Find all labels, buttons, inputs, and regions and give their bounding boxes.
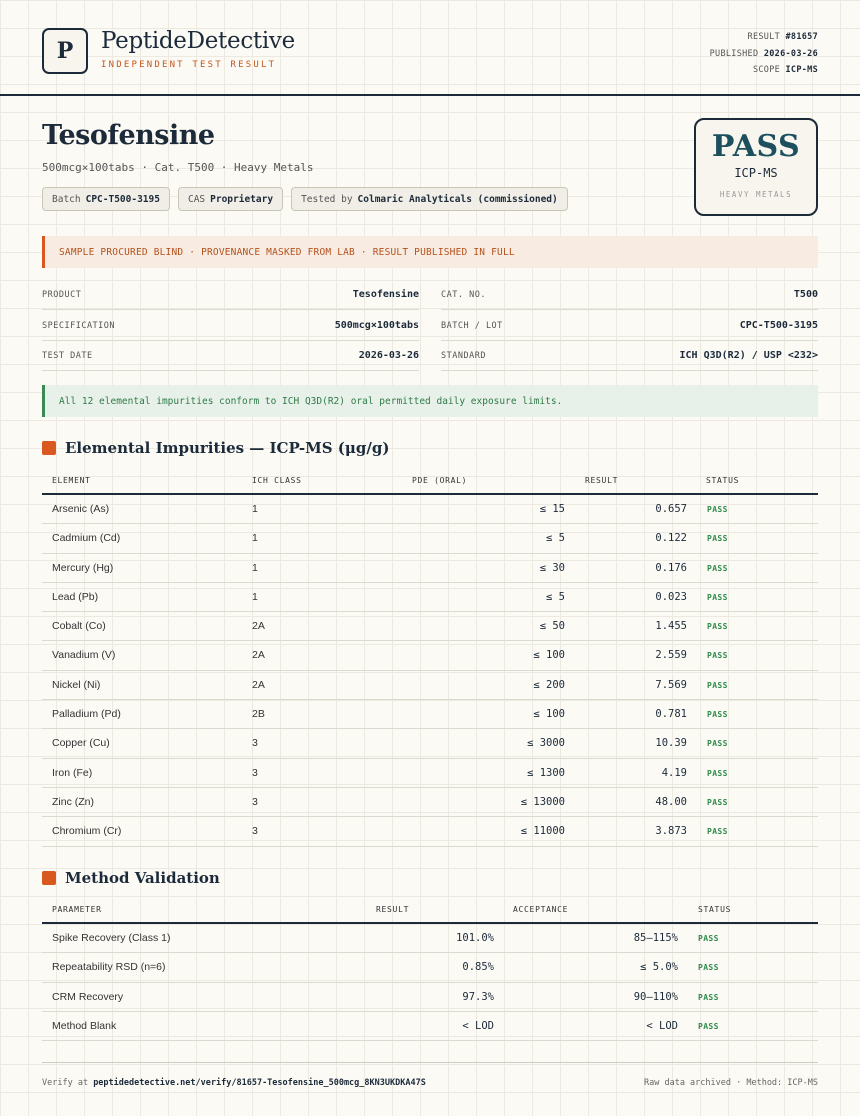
section-marker-icon xyxy=(42,441,56,455)
result-value: 4.19 xyxy=(661,766,687,779)
pde-limit: ≤ 100 xyxy=(533,649,565,662)
pde-limit: ≤ 5 xyxy=(546,532,565,545)
cas-chip xyxy=(178,187,283,211)
brand-logo: P xyxy=(42,28,88,74)
report-meta xyxy=(710,29,818,79)
acceptance-value: 90–110% xyxy=(633,990,678,1003)
element-name: Chromium (Cr) xyxy=(52,825,122,838)
verify-line xyxy=(42,1078,426,1088)
status-badge: PASS xyxy=(698,992,719,1002)
pde-limit: ≤ 100 xyxy=(533,708,565,721)
result-value: 0.657 xyxy=(655,503,687,515)
ich-class: 3 xyxy=(252,795,258,808)
report-header xyxy=(0,0,860,96)
status-badge: PASS xyxy=(707,563,728,573)
verify-prefix: Verify at xyxy=(42,1078,89,1088)
ich-class: 3 xyxy=(252,737,258,750)
batch-chip xyxy=(42,187,170,211)
table-row xyxy=(42,729,818,758)
col-acceptance: ACCEPTANCE xyxy=(513,905,569,914)
stamp-verdict: PASS xyxy=(711,129,801,164)
chip-value: CPC-T500-3195 xyxy=(85,193,160,205)
result-value: 0.176 xyxy=(655,561,687,574)
ich-class: 1 xyxy=(252,503,258,515)
status-badge: PASS xyxy=(707,534,728,544)
ich-class: 1 xyxy=(252,590,258,603)
procurement-notice: SAMPLE PROCURED BLIND · PROVENANCE MASKED FROM LAB · RESULT PUBLISHED IN FULL xyxy=(42,236,818,268)
scope-label: SCOPE xyxy=(752,65,781,75)
scope-value: ICP-MS xyxy=(785,65,818,75)
table-row xyxy=(42,788,818,817)
info-value: 2026-03-26 xyxy=(358,350,419,361)
status-badge: PASS xyxy=(707,827,728,837)
parameter-name: CRM Recovery xyxy=(52,990,124,1003)
info-value: 500mcg×100tabs xyxy=(334,320,419,331)
validation-table xyxy=(42,896,818,1041)
info-row-cat-no xyxy=(441,280,818,310)
acceptance-value: 85–115% xyxy=(633,932,678,944)
ich-class: 3 xyxy=(252,766,258,779)
result-value: 2.559 xyxy=(655,649,687,662)
element-name: Lead (Pb) xyxy=(52,590,99,603)
status-badge: PASS xyxy=(707,592,728,602)
table-body xyxy=(42,924,818,1041)
report-footer xyxy=(42,1062,818,1102)
table-row xyxy=(42,612,818,641)
chip-label: Batch xyxy=(52,193,81,205)
status-badge: PASS xyxy=(707,651,728,661)
table-row xyxy=(42,641,818,670)
pde-limit: ≤ 5 xyxy=(546,590,565,603)
status-badge: PASS xyxy=(698,1021,719,1031)
table-row xyxy=(42,583,818,612)
element-name: Vanadium (V) xyxy=(52,649,116,662)
table-row xyxy=(42,495,818,524)
result-value: 97.3% xyxy=(462,990,494,1003)
col-status: STATUS xyxy=(698,905,732,914)
pde-limit: ≤ 11000 xyxy=(520,825,565,838)
result-value: 48.00 xyxy=(655,795,687,808)
result-value: < LOD xyxy=(462,1019,494,1032)
element-name: Cadmium (Cd) xyxy=(52,532,121,545)
parameter-name: Spike Recovery (Class 1) xyxy=(52,932,171,944)
pde-limit: ≤ 50 xyxy=(539,620,565,633)
brand-name: PeptideDetective xyxy=(101,28,295,54)
chip-label: CAS xyxy=(187,193,206,205)
pde-limit: ≤ 3000 xyxy=(527,737,565,750)
pde-limit: ≤ 15 xyxy=(539,503,565,515)
ich-class: 2B xyxy=(252,708,265,721)
result-value: 1.455 xyxy=(655,620,687,633)
ich-class: 2A xyxy=(252,678,265,691)
info-row-specification xyxy=(42,311,419,341)
validation-heading xyxy=(42,869,220,887)
table-row xyxy=(42,983,818,1012)
chip-value: Colmaric Analyticals (commissioned) xyxy=(357,193,558,205)
chip-value: Proprietary xyxy=(210,193,274,205)
brand-tagline: INDEPENDENT TEST RESULT xyxy=(101,60,277,70)
section-marker-icon xyxy=(42,871,56,885)
table-body xyxy=(42,495,818,847)
element-name: Zinc (Zn) xyxy=(52,795,94,808)
info-row-standard xyxy=(441,341,818,371)
info-row-test-date xyxy=(42,341,419,371)
stamp-method: ICP-MS xyxy=(734,166,778,180)
status-badge: PASS xyxy=(707,739,728,749)
info-value: CPC-T500-3195 xyxy=(739,320,818,331)
col-pde: PDE (ORAL) xyxy=(412,476,468,485)
pde-limit: ≤ 1300 xyxy=(527,766,565,779)
element-name: Cobalt (Co) xyxy=(52,620,106,633)
element-name: Mercury (Hg) xyxy=(52,561,114,574)
archive-note: Raw data archived · Method: ICP-MS xyxy=(644,1078,818,1088)
product-chips xyxy=(42,187,568,211)
status-badge: PASS xyxy=(707,680,728,690)
impurities-table xyxy=(42,467,818,847)
col-result: RESULT xyxy=(376,905,410,914)
col-status: STATUS xyxy=(706,476,740,485)
verify-link[interactable]: peptidedetective.net/verify/81657-Tesofensine_500mcg_8KN3UKDKA47S xyxy=(93,1078,426,1088)
status-badge: PASS xyxy=(707,768,728,778)
result-value: 0.023 xyxy=(655,590,687,603)
pass-stamp xyxy=(694,118,818,216)
conformance-notice: All 12 elemental impurities conform to ICH Q3D(R2) oral permitted daily exposure limits. xyxy=(42,385,818,417)
result-value: 0.781 xyxy=(655,708,687,721)
section-title: Method Validation xyxy=(65,869,220,887)
table-row xyxy=(42,759,818,788)
chip-label: Tested by xyxy=(301,193,353,205)
info-row-batch-lot xyxy=(441,311,818,341)
element-name: Palladium (Pd) xyxy=(52,708,121,721)
table-row xyxy=(42,524,818,553)
info-label: PRODUCT xyxy=(42,289,82,300)
parameter-name: Repeatability RSD (n=6) xyxy=(52,961,166,974)
result-value: 7.569 xyxy=(655,678,687,691)
impurities-heading xyxy=(42,439,389,457)
info-value: ICH Q3D(R2) / USP <232> xyxy=(679,350,818,361)
table-row xyxy=(42,1012,818,1041)
result-label: RESULT xyxy=(747,32,781,42)
tested-by-chip xyxy=(291,187,568,211)
result-value: 101.0% xyxy=(456,932,494,944)
result-value: 0.85% xyxy=(462,961,494,974)
info-row-product xyxy=(42,280,419,310)
table-row xyxy=(42,817,818,846)
acceptance-value: ≤ 5.0% xyxy=(640,961,678,974)
status-badge: PASS xyxy=(707,710,728,720)
table-row xyxy=(42,700,818,729)
element-name: Nickel (Ni) xyxy=(52,678,101,691)
pde-limit: ≤ 30 xyxy=(539,561,565,574)
result-id: #81657 xyxy=(785,32,818,42)
info-label: CAT. NO. xyxy=(441,289,486,300)
published-label: PUBLISHED xyxy=(709,48,759,59)
table-row xyxy=(42,554,818,583)
col-parameter: PARAMETER xyxy=(52,905,102,914)
ich-class: 1 xyxy=(252,561,258,574)
info-label: SPECIFICATION xyxy=(42,320,116,331)
info-label: TEST DATE xyxy=(42,350,93,361)
result-value: 3.873 xyxy=(655,825,687,838)
info-value: Tesofensine xyxy=(352,289,419,300)
table-row xyxy=(42,953,818,982)
pde-limit: ≤ 13000 xyxy=(520,795,565,808)
stamp-scope: HEAVY METALS xyxy=(719,190,793,199)
element-name: Copper (Cu) xyxy=(52,737,110,750)
result-value: 0.122 xyxy=(655,532,687,545)
parameter-name: Method Blank xyxy=(52,1019,117,1032)
element-name: Arsenic (As) xyxy=(52,503,110,515)
status-badge: PASS xyxy=(707,797,728,807)
pde-limit: ≤ 200 xyxy=(533,678,565,691)
table-header xyxy=(42,467,818,495)
status-badge: PASS xyxy=(707,622,728,632)
element-name: Iron (Fe) xyxy=(52,766,93,779)
result-value: 10.39 xyxy=(655,737,687,750)
acceptance-value: < LOD xyxy=(646,1019,678,1032)
ich-class: 3 xyxy=(252,825,258,838)
col-element: ELEMENT xyxy=(52,476,91,485)
table-row xyxy=(42,671,818,700)
status-badge: PASS xyxy=(698,934,719,943)
product-title: Tesofensine xyxy=(42,120,215,151)
info-label: STANDARD xyxy=(441,350,486,361)
info-value: T500 xyxy=(793,289,818,300)
ich-class: 2A xyxy=(252,649,265,662)
status-badge: PASS xyxy=(698,963,719,973)
info-label: BATCH / LOT xyxy=(441,320,503,331)
ich-class: 1 xyxy=(252,532,258,545)
product-subtitle: 500mcg×100tabs · Cat. T500 · Heavy Metals xyxy=(42,161,314,174)
status-badge: PASS xyxy=(707,505,728,514)
section-title: Elemental Impurities — ICP-MS (μg/g) xyxy=(65,439,390,457)
published-date: 2026-03-26 xyxy=(763,48,818,59)
ich-class: 2A xyxy=(252,620,265,633)
col-result: RESULT xyxy=(585,476,619,485)
table-row xyxy=(42,924,818,953)
table-header xyxy=(42,896,818,924)
col-ich-class: ICH CLASS xyxy=(252,476,302,485)
